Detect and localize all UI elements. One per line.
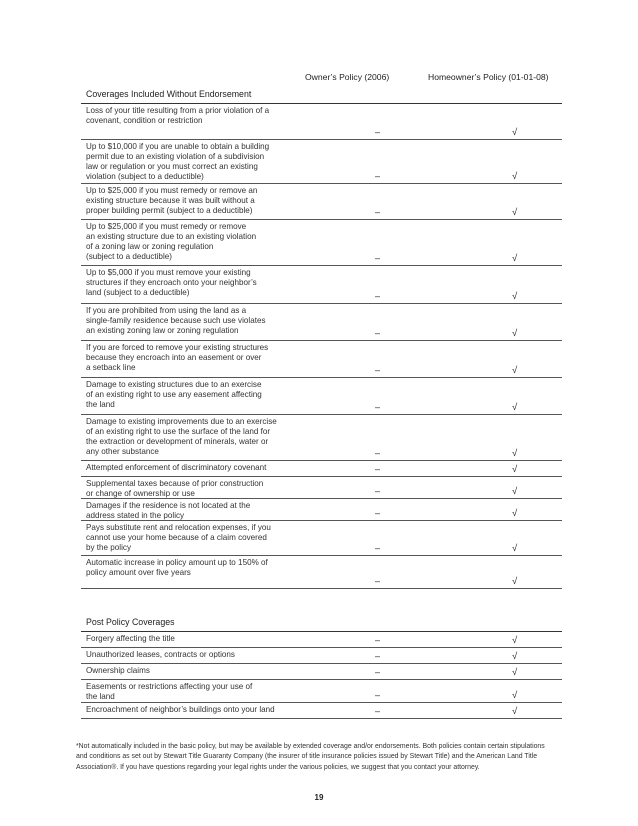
footnote: *Not automatically included in the basic policy, but may be available by extended coverage and/or endorsements. Both policies contain certain stipulations and conditions as set out by Stewart Title Guaranty Company (the insurer of title insurance policies issued by Stewart Title) and the American Land Title Association®. If you have questions regarding your legal rights under the various policies, we suggest that you contact your attorney.: [76, 743, 545, 771]
homeowner-coverage-mark: √: [512, 576, 518, 587]
table-row: [81, 703, 562, 719]
homeowner-coverage-mark: √: [512, 291, 518, 302]
owner-policy-column-header: Owner’s Policy (2006): [305, 72, 390, 82]
coverage-label-line: If you are prohibited from using the land as a: [86, 306, 247, 315]
coverage-label-line: (subject to a deductible): [86, 252, 172, 262]
coverage-label: [86, 501, 311, 521]
owner-coverage-mark: –: [375, 291, 381, 301]
coverage-label-line: any other substance: [86, 447, 159, 457]
owner-coverage-mark: –: [375, 127, 381, 137]
table-row: [81, 415, 562, 461]
coverage-label-line: because they encroach into an easement or over: [86, 353, 262, 363]
coverage-label-line: existing structure because it was built without a: [86, 196, 255, 206]
table-row: [81, 266, 562, 304]
coverage-label-line: Up to $25,000 if you must remedy or remove: [86, 222, 247, 231]
coverage-label-line: Automatic increase in policy amount up to 150% of: [86, 558, 268, 567]
table-row: [81, 499, 562, 521]
coverage-label-line: Unauthorized leases, contracts or options: [86, 650, 235, 659]
coverage-label-line: a setback line: [86, 363, 136, 373]
table-row: [81, 378, 562, 415]
coverage-label: [86, 268, 311, 298]
homeowner-coverage-mark: √: [512, 667, 518, 678]
homeowner-coverage-mark: √: [512, 365, 518, 376]
coverage-label-line: cannot use your home because of a claim covered: [86, 533, 267, 543]
owner-coverage-mark: –: [375, 486, 381, 496]
coverage-label: [86, 705, 311, 715]
homeowner-coverage-mark: √: [512, 127, 518, 138]
coverage-label-line: of a zoning law or zoning regulation: [86, 242, 214, 252]
owner-coverage-mark: –: [375, 464, 381, 474]
homeowner-coverage-mark: √: [512, 486, 518, 497]
coverage-label-line: Damages if the residence is not located at the: [86, 501, 251, 510]
owner-coverage-mark: –: [375, 365, 381, 375]
coverage-label: [86, 650, 311, 660]
owner-coverage-mark: –: [375, 651, 381, 661]
homeowner-coverage-mark: √: [512, 402, 518, 413]
table-row: [81, 220, 562, 266]
coverage-label: [86, 417, 311, 457]
coverage-label-line: the extraction or development of minerals, water or: [86, 437, 269, 447]
homeowner-coverage-mark: √: [512, 651, 518, 662]
coverage-label: [86, 558, 311, 578]
homeowner-coverage-mark: √: [512, 706, 518, 717]
owner-coverage-mark: –: [375, 448, 381, 458]
homeowner-coverage-mark: √: [512, 207, 518, 218]
coverage-label-line: Supplemental taxes because of prior construction: [86, 479, 264, 488]
coverage-label: [86, 682, 311, 702]
coverage-label: [86, 380, 311, 410]
table-row: [81, 461, 562, 477]
coverage-label-line: by the policy: [86, 543, 131, 553]
coverage-label: [86, 343, 311, 373]
homeowner-coverage-mark: √: [512, 171, 518, 182]
table-row: [81, 664, 562, 680]
table-row: [81, 521, 562, 556]
coverage-label-line: land (subject to a deductible): [86, 288, 190, 298]
coverage-label-line: Attempted enforcement of discriminatory covenant: [86, 463, 267, 472]
homeowner-coverage-mark: √: [512, 464, 518, 475]
owner-coverage-mark: –: [375, 402, 381, 412]
coverage-label: [86, 523, 311, 553]
coverage-label-line: Encroachment of neighbor’s buildings onto your land: [86, 705, 275, 714]
table-row: [81, 140, 562, 184]
coverage-label-line: If you are forced to remove your existing structures: [86, 343, 269, 352]
table-row: [81, 556, 562, 589]
coverage-label: [86, 634, 311, 644]
section-title-post-policy-coverages: Post Policy Coverages: [86, 617, 175, 627]
coverage-label-line: the land: [86, 692, 115, 702]
column-headers: [0, 72, 638, 86]
coverage-label-line: Forgery affecting the title: [86, 634, 175, 643]
table-row: [81, 341, 562, 378]
coverage-label-line: an existing zoning law or zoning regulation: [86, 326, 239, 336]
coverage-label-line: single-family residence because such use violates: [86, 316, 266, 326]
homeowner-coverage-mark: √: [512, 448, 518, 459]
table-row: [81, 632, 562, 648]
coverage-label: [86, 479, 311, 499]
homeowner-coverage-mark: √: [512, 690, 518, 701]
coverage-label-line: Easements or restrictions affecting your use of: [86, 682, 253, 691]
owner-coverage-mark: –: [375, 328, 381, 338]
table-row: [81, 104, 562, 140]
owner-coverage-mark: –: [375, 171, 381, 181]
coverage-label-line: Ownership claims: [86, 666, 150, 675]
coverage-label-line: permit due to an existing violation of a subdivision: [86, 152, 265, 162]
coverage-label-line: structures if they encroach onto your neighbor’s: [86, 278, 257, 288]
coverage-label-line: an existing structure due to an existing violation: [86, 232, 257, 242]
coverage-label: [86, 306, 311, 336]
homeowner-coverage-mark: √: [512, 543, 518, 554]
owner-coverage-mark: –: [375, 207, 381, 217]
coverage-label-line: law or regulation or you must correct an existing: [86, 162, 258, 172]
owner-coverage-mark: –: [375, 690, 381, 700]
coverage-label-line: Up to $5,000 if you must remove your existing: [86, 268, 251, 277]
homeowner-policy-column-header: Homeowner’s Policy (01-01-08): [428, 72, 549, 82]
coverage-label: [86, 463, 311, 473]
homeowner-coverage-mark: √: [512, 328, 518, 339]
owner-coverage-mark: –: [375, 706, 381, 716]
coverage-label: [86, 106, 311, 126]
owner-coverage-mark: –: [375, 576, 381, 586]
owner-coverage-mark: –: [375, 508, 381, 518]
coverage-label-line: of an existing right to use the surface of the land for: [86, 427, 271, 437]
coverage-label-line: Damage to existing structures due to an exercise: [86, 380, 262, 389]
coverage-label-line: Damage to existing improvements due to an exercise: [86, 417, 277, 426]
table-row: [81, 680, 562, 703]
coverage-label-line: covenant, condition or restriction: [86, 116, 203, 126]
coverage-label: [86, 142, 311, 182]
table-row: [81, 648, 562, 664]
owner-coverage-mark: –: [375, 635, 381, 645]
section-title-coverages-without-endorsement: Coverages Included Without Endorsement: [86, 89, 252, 99]
table-row: [81, 477, 562, 499]
homeowner-coverage-mark: √: [512, 508, 518, 519]
homeowner-coverage-mark: √: [512, 635, 518, 646]
coverage-label-line: Pays substitute rent and relocation expenses, if you: [86, 523, 271, 532]
coverage-label-line: policy amount over five years: [86, 568, 191, 578]
coverage-label: [86, 186, 311, 216]
coverage-table-post-policy: [81, 632, 562, 719]
coverage-label-line: Up to $25,000 if you must remedy or remove an: [86, 186, 258, 195]
owner-coverage-mark: –: [375, 667, 381, 677]
table-row: [81, 304, 562, 341]
table-row: [81, 184, 562, 220]
coverage-label-line: address stated in the policy: [86, 511, 185, 521]
coverage-label-line: Loss of your title resulting from a prior violation of a: [86, 106, 270, 115]
coverage-label-line: violation (subject to a deductible): [86, 172, 204, 182]
coverage-table-without-endorsement: [81, 104, 562, 589]
coverage-label-line: Up to $10,000 if you are unable to obtain a building: [86, 142, 270, 151]
owner-coverage-mark: –: [375, 253, 381, 263]
coverage-label: [86, 666, 311, 676]
owner-coverage-mark: –: [375, 543, 381, 553]
coverage-label-line: or change of ownership or use: [86, 489, 195, 499]
coverage-label-line: the land: [86, 400, 115, 410]
coverage-label-line: proper building permit (subject to a deductible): [86, 206, 253, 216]
coverage-label-line: of an existing right to use any easement affecting: [86, 390, 262, 400]
coverage-label: [86, 222, 311, 262]
homeowner-coverage-mark: √: [512, 253, 518, 264]
page-number: 19: [314, 793, 324, 802]
